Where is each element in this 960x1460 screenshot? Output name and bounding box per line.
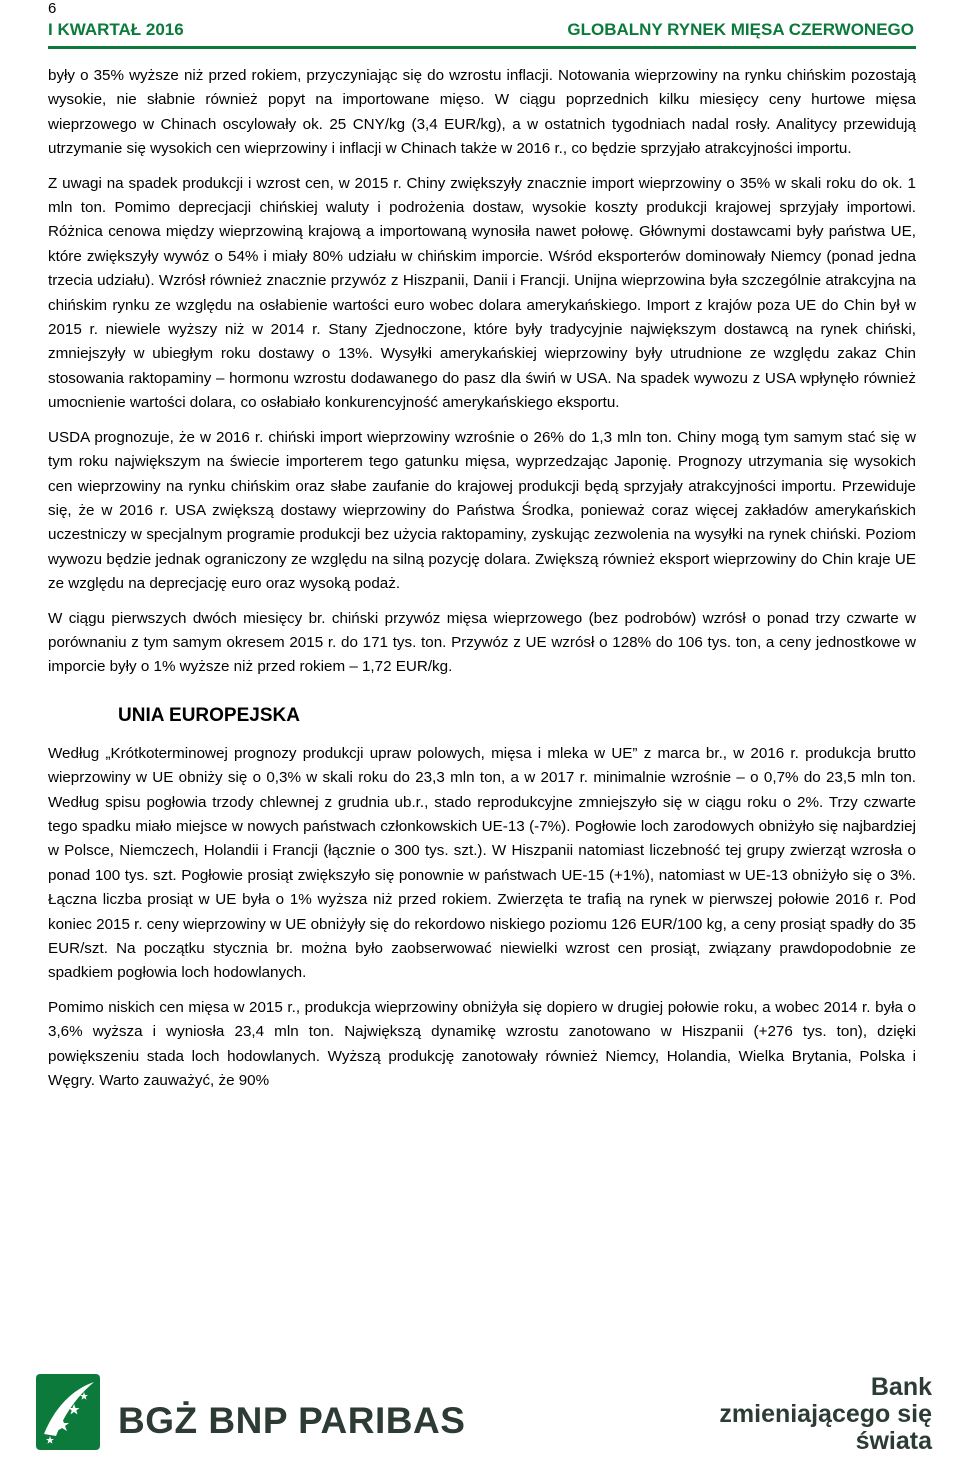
header-report-title: GLOBALNY RYNEK MIĘSA CZERWONEGO xyxy=(567,20,914,39)
paragraph: W ciągu pierwszych dwóch miesięcy br. chiński przywóz mięsa wieprzowego (bez podrobów) wzrósł o ponad trzy czwarte w porównaniu z tym samym okresem 2015 r. do 171 tys. ton. Przywóz z UE wzrósł o 128% do 106 tys. ton, a ceny jednostkowe w imporcie były o 1% wyższe niż przed rokiem – 1,72 EUR/kg. xyxy=(48,609,916,676)
page-footer xyxy=(0,1372,960,1460)
paragraph: Z uwagi na spadek produkcji i wzrost cen, w 2015 r. Chiny zwiększyły znacznie import wieprzowiny o 35% w skali roku do ok. 1 mln ton. Pomimo deprecjacji chińskiej waluty i podrożenia dostaw, wysokie koszty produkcji krajowej sprzyjały importowi. Różnica cenowa między wieprzowiną krajową a importowaną wynosiła nawet połowę. Głównymi dostawcami były państwa UE, które zwiększyły wywóz o 54% i miały 80% udziału w chińskim imporcie. Wśród eksporterów dominowały Niemcy (ponad jedna trzecia udziału). Wzrósł również znacznie przywóz z Hiszpanii, Danii i Francji. Unijna wieprzowina była szczególnie atrakcyjna na chińskim rynku ze względu na osłabienie wartości euro wobec dolara amerykańskiego. Import z krajów poza UE do Chin był w 2015 r. niewiele wyższy niż w 2014 r. Stany Zjednoczone, które były tradycyjnie największym dostawcą na rynek chiński, zmniejszyły w ubiegłym roku dostawy o 13%. Wysyłki amerykańskiej wieprzowiny były utrudnione ze względu zakaz Chin stosowania raktopaminy – hormonu wzrostu dodawanego do pasz dla świń w USA. Na spadek wywozu z USA wpłynęło również umocnienie wartości dolara, co osłabiało konkurencyjność amerykańskiego eksportu. xyxy=(48,174,916,412)
page-number: 6 xyxy=(48,0,57,17)
slogan-line: zmieniającego się xyxy=(719,1400,932,1428)
header-rule xyxy=(48,46,916,49)
bnp-stars-icon xyxy=(36,1374,100,1450)
paragraph: Pomimo niskich cen mięsa w 2015 r., produkcja wieprzowiny obniżyła się dopiero w drugiej połowie roku, a wobec 2014 r. była o 3,6% wyższa i wyniosła 23,4 mln ton. Największą dynamikę wzrostu zanotowano w Hiszpanii (+276 tys. ton), dzięki powiększeniu stada loch hodowlanych. Wyższą produkcję zanotowały również Niemcy, Holandia, Wielka Brytania, Polska i Węgry. Warto zauważyć, że 90% xyxy=(48,998,916,1090)
page-header xyxy=(48,20,914,44)
article-body xyxy=(48,64,916,1103)
header-quarter: I KWARTAŁ 2016 xyxy=(48,20,184,39)
paragraph: Według „Krótkoterminowej prognozy produkcji upraw polowych, mięsa i mleka w UE” z marca br., w 2016 r. produkcja brutto wieprzowiny w UE obniży się o 0,3% w skali roku do 23,3 mln ton, a w 2017 r. minimalnie wzrośnie – o 0,7% do 23,5 mln ton. Według spisu pogłowia trzody chlewnej z grudnia ub.r., stado reprodukcyjne zmniejszyło się w ciągu roku o 2%. Trzy czwarte tego spadku miało miejsce w nowych państwach członkowskich UE-13 (-7%). Pogłowie loch zarodowych obniżyło się najbardziej w Polsce, Niemczech, Holandii i Francji (łącznie o 300 tys. szt.). W Hiszpanii natomiast liczebność tej grupy zwierząt wzrosła o ponad 100 tys. szt. Pogłowie prosiąt zwiększyło się ponownie w państwach UE-15 (+1%), natomiast w UE-13 obniżyło się o 3%. Łączna liczba prosiąt w UE była o 1% wyższa niż przed rokiem. Zwierzęta te trafią na rynek w pierwszej połowie 2016 r. Pod koniec 2015 r. ceny wieprzowiny w UE obniżyły się do rekordowo niskiego poziomu 126 EUR/100 kg, a ceny prosiąt spadły do 35 EUR/szt. Na początku stycznia br. można było zaobserwować niewielki wzrost cen prosiąt, związany prawdopodobnie ze spadkiem pogłowia loch hodowlanych. xyxy=(48,744,916,982)
bank-logo-text: BGŻ BNP PARIBAS xyxy=(118,1400,466,1441)
bank-slogan xyxy=(719,1374,932,1455)
paragraph: USDA prognozuje, że w 2016 r. chiński import wieprzowiny wzrośnie o 26% do 1,3 mln ton. Chiny mogą tym samym stać się w tym roku największym na świecie importerem tego gatunku mięsa, wyprzedzając Japonię. Prognozy utrzymania się wysokich cen wieprzowiny na rynku chińskim oraz słabe zaufanie do krajowej produkcji będą sprzyjały atrakcyjności importu. Przewiduje się, że w 2016 r. USA zwiększą dostawy wieprzowiny do Państwa Środka, ponieważ coraz więcej zakładów amerykańskich uczestniczy w specjalnym programie produkcji bez użycia raktopaminy, zyskując zezwolenia na wysyłki na rynek chiński. Poziom wywozu będzie jednak ograniczony ze względu na silną pozycję dolara. Zwiększą również eksport wieprzowiny do Chin kraje UE ze względu na deprecjację euro oraz wysoką podaż. xyxy=(48,428,916,593)
section-heading: UNIA EUROPEJSKA xyxy=(118,704,300,726)
paragraph: były o 35% wyższe niż przed rokiem, przyczyniając się do wzrostu inflacji. Notowania wieprzowiny na rynku chińskim pozostają wysokie, nie słabnie również popyt na importowane mięso. W ciągu poprzednich kilku miesięcy ceny hurtowe mięsa wieprzowego w Chinach oscylowały ok. 25 CNY/kg (3,4 EUR/kg), a w ostatnich tygodniach nadal rosły. Analitycy przewidują utrzymanie się wysokich cen wieprzowiny i inflacji w Chinach także w 2016 r., co będzie sprzyjało atrakcyjności importu. xyxy=(48,67,916,158)
slogan-line: świata xyxy=(855,1427,932,1455)
slogan-line: Bank xyxy=(870,1373,932,1401)
